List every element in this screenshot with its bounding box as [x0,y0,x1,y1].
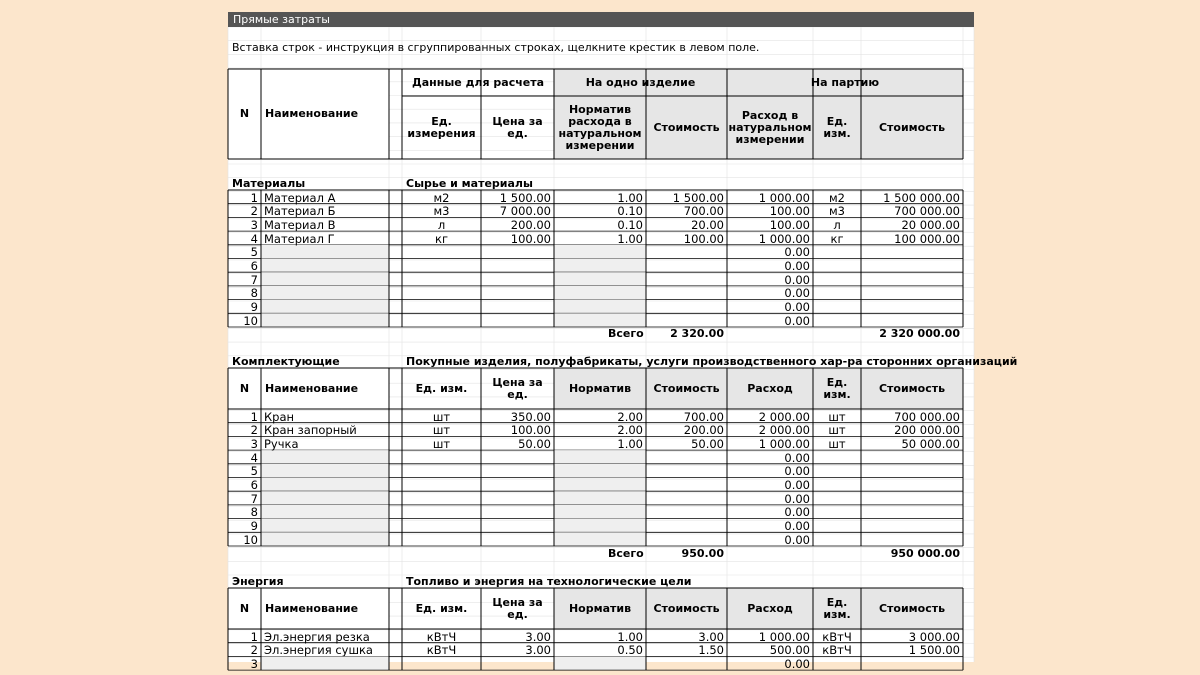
item-unit2 [813,286,861,300]
item-name[interactable] [261,300,389,314]
item-price[interactable] [481,478,554,492]
item-name[interactable] [261,505,389,519]
item-consumption: 1 000.00 [758,629,810,644]
item-total: 100 000.00 [894,231,960,246]
item-unit2 [813,259,861,273]
row-number: 9 [250,519,258,534]
row-number: 1 [250,409,258,424]
header-calc-group: Данные для расчета [411,75,545,89]
item-consumption: 0.00 [784,286,810,301]
item-unit[interactable] [402,259,481,273]
item-consumption: 0.00 [784,313,810,328]
header-n: N [239,601,250,615]
item-price[interactable]: 350.00 [510,409,551,424]
item-unit[interactable] [402,657,481,671]
item-unit2: шт [828,436,846,451]
item-total [861,464,963,478]
item-unit[interactable]: шт [432,423,451,438]
item-price[interactable] [481,464,554,478]
header-n: N [239,381,250,395]
item-unit2: кг [830,231,844,246]
item-unit[interactable] [402,519,481,533]
section-materials-desc: Сырье и материалы [406,177,533,190]
item-cost [646,464,727,478]
item-total: 20 000.00 [901,217,960,232]
item-unit2: шт [828,423,846,438]
item-norm[interactable] [554,314,646,328]
item-cost [646,451,727,465]
item-name[interactable]: Кран запорный [264,423,357,438]
item-cost: 700.00 [683,409,724,424]
item-consumption: 0.00 [784,532,810,547]
item-total: 50 000.00 [901,436,960,451]
row-number: 2 [250,423,258,438]
row-number: 9 [250,300,258,315]
item-unit[interactable] [402,533,481,547]
item-name[interactable]: Эл.энергия сушка [264,643,373,658]
item-consumption: 1 000.00 [758,231,810,246]
item-unit2: кВтЧ [822,643,852,658]
row-number: 10 [243,532,258,547]
row-number: 6 [250,259,258,273]
item-norm[interactable]: 1.00 [617,629,643,644]
item-cost [646,505,727,519]
row-number: 6 [250,478,258,492]
item-name[interactable] [261,273,389,287]
section-components-label: Комплектующие [232,355,340,368]
item-unit[interactable]: л [437,217,446,232]
item-consumption: 0.00 [784,491,810,506]
item-cost: 20.00 [691,217,724,232]
item-unit2 [813,492,861,506]
item-name[interactable] [261,245,389,259]
item-norm[interactable] [554,300,646,314]
item-cost [646,300,727,314]
item-total [861,657,963,671]
item-total [861,259,963,273]
item-total [861,300,963,314]
item-name[interactable] [261,464,389,478]
header-norm: Норматив расхода в натуральном измерении [558,102,642,152]
item-norm[interactable]: 1.00 [617,436,643,451]
section-components-desc: Покупные изделия, полуфабрикаты, услуги производственного хар-ра сторонних организаций [406,355,1018,368]
instruction-text: Вставка строк - инструкция в сгруппированных строках, щелкните крестик в левом поле. [232,41,760,54]
item-price[interactable] [481,657,554,671]
item-price[interactable] [481,245,554,259]
item-norm[interactable] [554,273,646,287]
item-unit2 [813,505,861,519]
item-name[interactable] [261,259,389,273]
item-total [861,492,963,506]
item-unit[interactable] [402,273,481,287]
item-price[interactable] [481,505,554,519]
header-n: N [239,107,250,120]
item-total: 3 000.00 [908,629,960,644]
item-name[interactable]: Материал В [264,217,336,232]
total-unit-cost: 950.00 [681,547,724,560]
item-consumption: 1 000.00 [758,436,810,451]
item-norm[interactable]: 2.00 [617,423,643,438]
row-number: 7 [250,491,258,506]
header-consumption: Расход [747,381,793,395]
item-unit2 [813,533,861,547]
header-unit2: Ед. изм. [823,114,851,140]
item-unit[interactable]: кг [435,231,448,246]
item-unit2 [813,519,861,533]
total-label: Всего [608,547,644,560]
header-price: Цена за ед. [492,595,543,621]
item-total [861,533,963,547]
item-name[interactable] [261,492,389,506]
item-name[interactable]: Материал А [264,190,336,205]
item-unit2 [813,478,861,492]
header-unit: Ед. изм. [415,601,468,615]
header-consumption: Расход в натуральном измерении [728,108,812,146]
item-norm[interactable] [554,286,646,300]
item-price[interactable] [481,533,554,547]
row-number: 5 [250,245,258,260]
item-price[interactable]: 200.00 [510,217,551,232]
item-total: 700 000.00 [894,409,960,424]
total-unit-cost: 2 320.00 [670,327,724,340]
item-norm[interactable] [554,245,646,259]
item-norm[interactable]: 0.50 [617,643,643,658]
header-unit: Ед. изм. [415,381,468,395]
item-price[interactable] [481,314,554,328]
header-consumption: Расход [747,601,793,615]
item-cost [646,273,727,287]
item-price[interactable] [481,273,554,287]
item-price[interactable]: 50.00 [518,436,551,451]
section-energy-desc: Топливо и энергия на технологические цели [406,575,692,588]
item-unit2 [813,300,861,314]
item-consumption: 2 000.00 [758,423,810,438]
item-cost [646,314,727,328]
header-cost: Стоимость [653,601,720,615]
item-name[interactable]: Ручка [264,436,299,451]
item-consumption: 0.00 [784,464,810,479]
item-unit[interactable]: м3 [433,204,450,219]
item-unit2: шт [828,409,846,424]
item-cost: 50.00 [691,436,724,451]
header-cost: Стоимость [653,381,720,395]
item-unit[interactable]: шт [432,436,451,451]
row-number: 4 [250,450,258,465]
header-unit2: Ед. изм. [823,375,851,401]
item-cost [646,533,727,547]
item-unit[interactable] [402,492,481,506]
item-cost: 100.00 [683,231,724,246]
item-consumption: 100.00 [769,217,810,232]
item-unit[interactable]: шт [432,409,451,424]
row-number: 10 [243,313,258,328]
item-cost [646,478,727,492]
item-norm[interactable] [554,259,646,273]
item-name[interactable] [261,519,389,533]
row-number: 3 [250,217,258,232]
item-cost: 1.50 [698,643,724,658]
item-name[interactable] [261,657,389,671]
row-number: 1 [250,190,258,205]
item-consumption: 0.00 [784,245,810,260]
header-price: Цена за ед. [492,375,543,401]
item-consumption: 100.00 [769,204,810,219]
item-cost [646,259,727,273]
item-price[interactable]: 100.00 [510,231,551,246]
header-unit2: Ед. изм. [823,595,851,621]
item-name[interactable]: Материал Г [264,231,335,246]
item-price[interactable]: 7 000.00 [499,204,551,219]
item-unit2: кВтЧ [822,629,852,644]
item-unit[interactable]: кВтЧ [426,643,457,658]
item-total [861,505,963,519]
row-number: 3 [250,436,258,451]
item-total: 200 000.00 [894,423,960,438]
item-norm[interactable]: 1.00 [617,231,643,246]
item-consumption: 0.00 [784,519,810,534]
item-cost: 700.00 [683,204,724,219]
item-total [861,273,963,287]
row-number: 7 [250,272,258,287]
item-price[interactable] [481,286,554,300]
header-name: Наименование [265,601,359,615]
item-name[interactable]: Эл.энергия резка [264,629,370,644]
row-number: 4 [250,231,258,246]
item-name[interactable]: Кран [264,409,295,424]
item-total: 1 500.00 [908,643,960,658]
item-unit2: м2 [829,190,845,205]
row-number: 5 [250,464,258,479]
item-consumption: 0.00 [784,450,810,465]
item-norm[interactable] [554,533,646,547]
item-price[interactable] [481,492,554,506]
item-unit2 [813,314,861,328]
header-cost2: Стоимость [878,120,946,134]
item-name[interactable]: Материал Б [264,204,336,219]
header-cost: Стоимость [653,120,720,134]
item-unit[interactable] [402,505,481,519]
item-unit[interactable] [402,300,481,314]
header-unit: Ед. измерения [407,114,476,140]
item-total [861,245,963,259]
item-unit2 [813,273,861,287]
total-batch-cost: 950 000.00 [890,547,960,560]
item-norm[interactable] [554,451,646,465]
item-consumption: 0.00 [784,259,810,273]
item-price[interactable]: 3.00 [525,643,551,658]
row-number: 8 [250,505,258,520]
header-name: Наименование [265,381,359,395]
item-cost [646,519,727,533]
item-consumption: 0.00 [784,300,810,315]
header-price: Цена за ед. [492,114,543,140]
row-number: 2 [250,643,258,658]
item-cost [646,286,727,300]
item-cost: 200.00 [683,423,724,438]
item-cost: 1 500.00 [672,190,724,205]
item-norm[interactable]: 0.10 [617,217,643,232]
item-consumption: 0.00 [784,656,810,671]
item-consumption: 500.00 [769,643,810,658]
item-norm[interactable]: 1.00 [617,190,643,205]
item-unit[interactable] [402,451,481,465]
section-materials-label: Материалы [232,177,306,190]
item-unit2 [813,245,861,259]
item-name[interactable] [261,314,389,328]
item-cost: 3.00 [698,629,724,644]
item-norm[interactable]: 0.10 [617,204,643,219]
item-consumption: 0.00 [784,272,810,287]
item-norm[interactable] [554,464,646,478]
item-unit[interactable] [402,245,481,259]
item-unit[interactable] [402,286,481,300]
spreadsheet [228,12,1018,671]
row-number: 1 [250,629,258,644]
header-norm: Норматив [568,601,632,615]
row-number: 8 [250,286,258,301]
item-consumption: 1 000.00 [758,190,810,205]
item-price[interactable] [481,519,554,533]
header-cost2: Стоимость [878,381,946,395]
item-unit[interactable]: кВтЧ [426,629,457,644]
item-price[interactable] [481,259,554,273]
item-norm[interactable] [554,478,646,492]
total-label: Всего [608,327,644,340]
total-batch-cost: 2 320 000.00 [879,327,960,340]
item-price[interactable] [481,451,554,465]
item-price[interactable]: 100.00 [510,423,551,438]
header-unit-group: На одно изделие [585,75,696,89]
section-energy-label: Энергия [232,575,284,588]
item-total: 1 500 000.00 [883,190,960,205]
item-total: 700 000.00 [894,204,960,219]
item-unit[interactable] [402,314,481,328]
header-cost2: Стоимость [878,601,946,615]
item-consumption: 2 000.00 [758,409,810,424]
item-unit[interactable] [402,478,481,492]
header-norm: Норматив [568,381,632,395]
item-name[interactable] [261,286,389,300]
item-total [861,478,963,492]
row-number: 3 [250,656,258,671]
item-total [861,286,963,300]
item-cost [646,657,727,671]
item-name[interactable] [261,533,389,547]
item-cost [646,245,727,259]
item-norm[interactable] [554,492,646,506]
item-norm[interactable] [554,519,646,533]
item-unit2: м3 [829,204,845,219]
item-consumption: 0.00 [784,478,810,492]
item-unit2 [813,464,861,478]
item-norm[interactable] [554,657,646,671]
item-norm[interactable] [554,505,646,519]
item-price[interactable]: 3.00 [525,629,551,644]
item-total [861,314,963,328]
header-name: Наименование [265,107,359,120]
item-name[interactable] [261,478,389,492]
item-unit[interactable] [402,464,481,478]
item-total [861,519,963,533]
item-unit2 [813,451,861,465]
item-cost [646,492,727,506]
item-price[interactable] [481,300,554,314]
item-price[interactable]: 1 500.00 [499,190,551,205]
row-number: 2 [250,204,258,219]
header-batch-group: На партию [810,75,880,89]
item-consumption: 0.00 [784,505,810,520]
item-norm[interactable]: 2.00 [617,409,643,424]
sheet-title: Прямые затраты [228,12,974,27]
item-name[interactable] [261,451,389,465]
item-total [861,451,963,465]
item-unit2 [813,657,861,671]
item-unit[interactable]: м2 [433,190,450,205]
item-unit2: л [833,217,841,232]
